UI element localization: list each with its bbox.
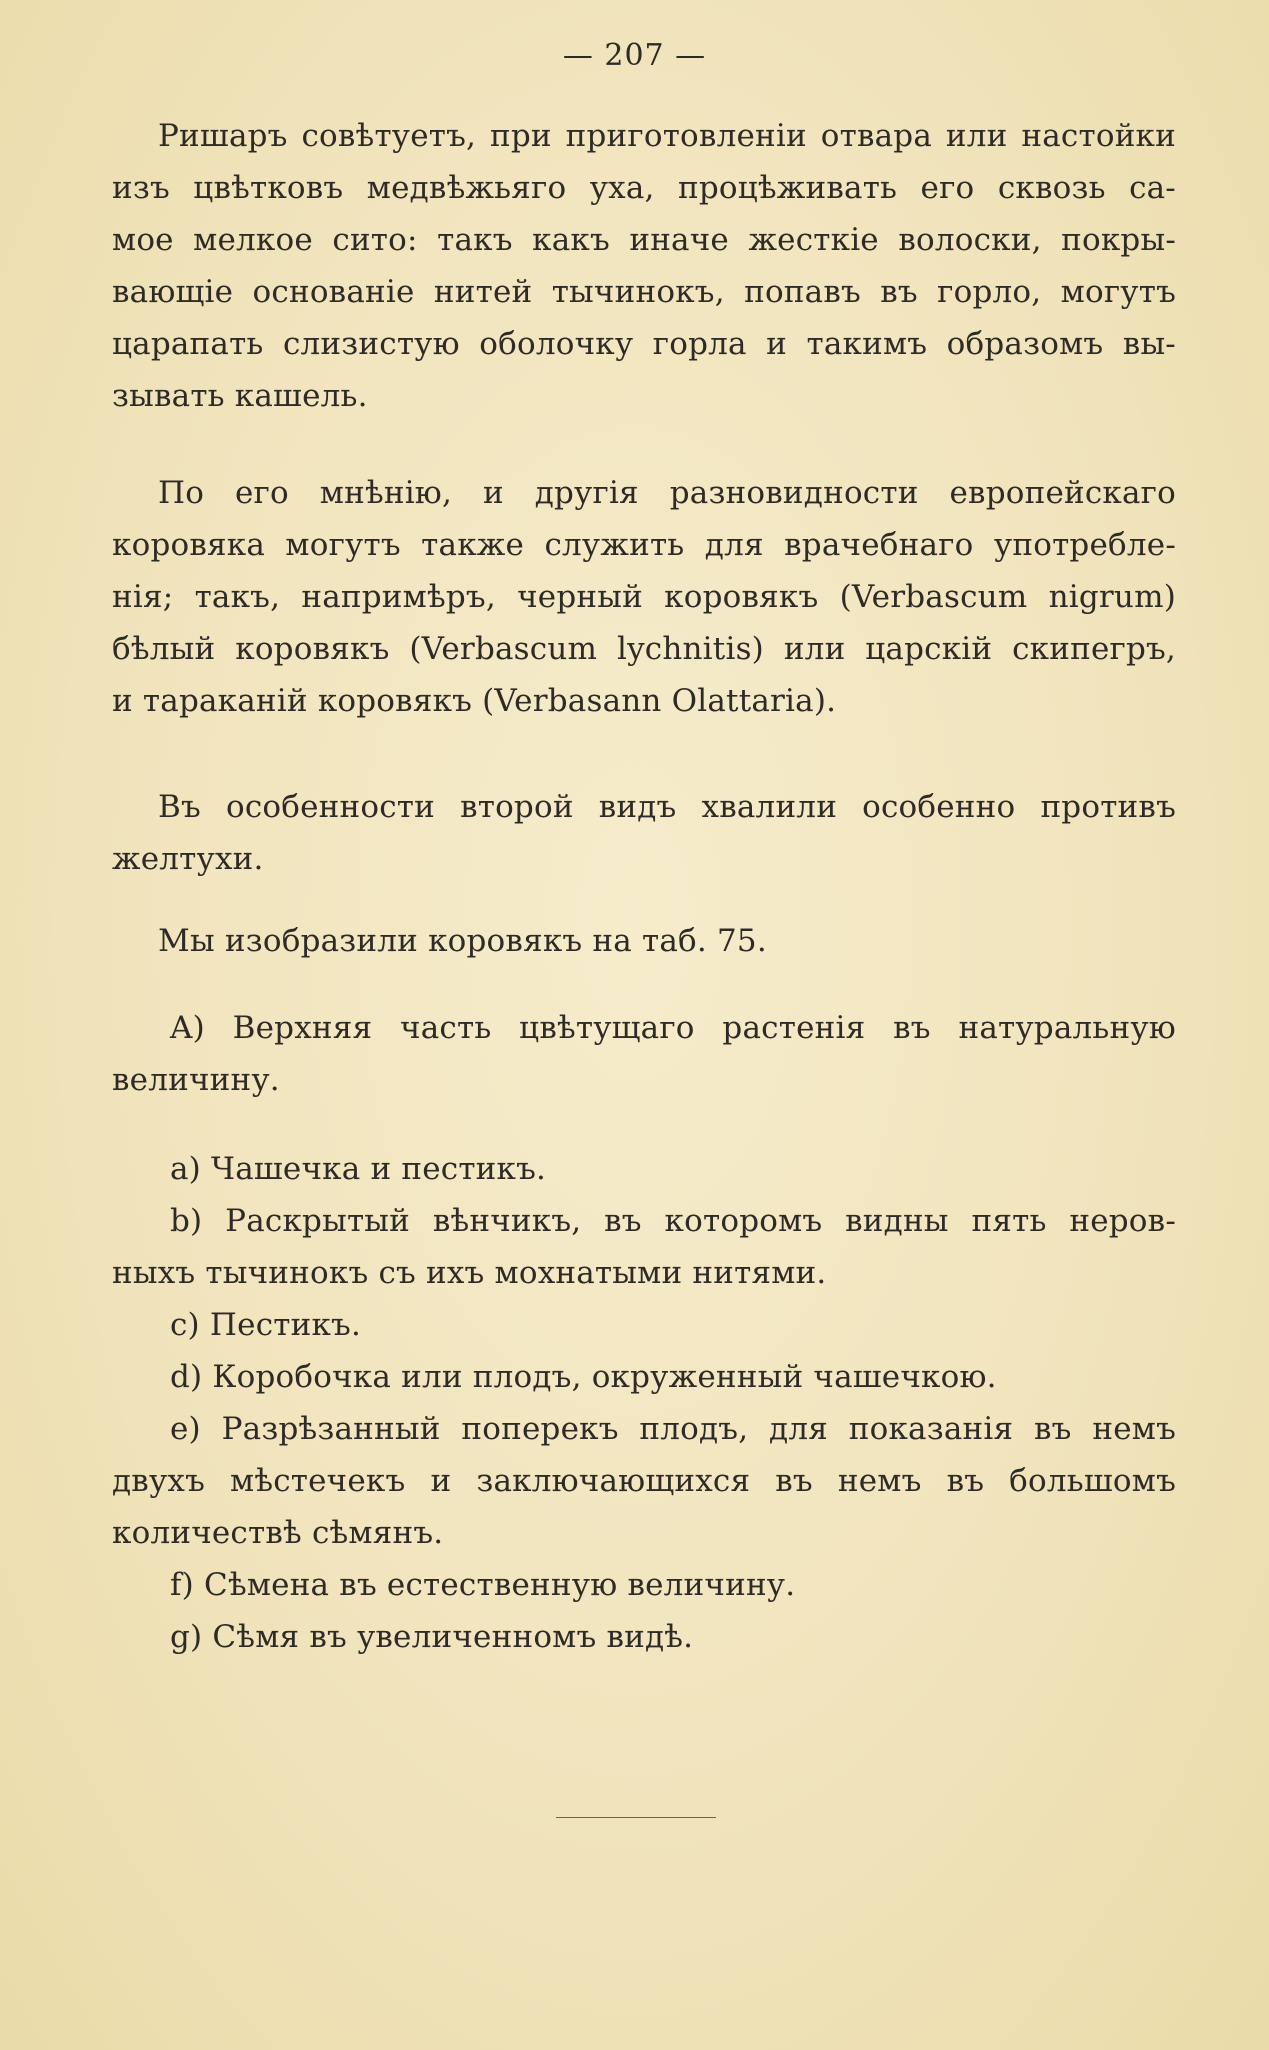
- text-line: A) Верхняя часть цвѣтущаго растенія въ натуральную: [170, 1010, 1176, 1046]
- legend-item: a) Чашечка и пестикъ.: [170, 1151, 547, 1187]
- paragraph-table-reference: [112, 915, 1176, 967]
- legend-item: d) Коробочка или плодъ, окруженный чашечкою.: [170, 1359, 997, 1395]
- text-line: величину.: [112, 1062, 280, 1098]
- text-line: Въ особенности второй видъ хвалили особенно противъ: [158, 789, 1176, 825]
- legend-item: e) Разрѣзанный поперекъ плодъ, для показанія въ немъ: [170, 1411, 1176, 1447]
- text-line: мое мелкое сито: такъ какъ иначе жесткіе волоски, покры-: [112, 222, 1176, 258]
- text-line: количествѣ сѣмянъ.: [112, 1515, 444, 1551]
- text-line: Мы изобразили коровякъ на таб. 75.: [158, 923, 767, 959]
- text-line: бѣлый коровякъ (Verbascum lychnitis) или царскій скипегръ,: [112, 631, 1176, 667]
- text-line: коровяка могутъ также служить для врачебнаго употребле-: [112, 527, 1176, 563]
- page-number: — 207 —: [562, 38, 707, 73]
- paragraph-richard-advice: [112, 110, 1176, 422]
- text-line: нія; такъ, напримѣръ, черный коровякъ (Verbascum nigrum): [112, 579, 1176, 615]
- text-line: изъ цвѣтковъ медвѣжьяго уха, процѣживать его сквозь са-: [112, 170, 1176, 206]
- text-line: ныхъ тычинокъ съ ихъ мохнатыми нитями.: [112, 1255, 827, 1291]
- paragraph-second-species: [112, 781, 1176, 885]
- text-line: двухъ мѣстечекъ и заключающихся въ немъ въ большомъ: [112, 1463, 1176, 1499]
- text-line: вающіе основаніе нитей тычинокъ, попавъ въ горло, могутъ: [112, 274, 1176, 310]
- text-line: желтухи.: [112, 841, 264, 877]
- closing-rule: [556, 1817, 716, 1818]
- text-line: царапать слизистую оболочку горла и такимъ образомъ вы-: [112, 326, 1176, 362]
- paragraph-other-varieties: [112, 467, 1176, 727]
- paragraph-figure-a: [112, 1002, 1176, 1106]
- figure-legend-list: [112, 1143, 1176, 1663]
- legend-item: c) Пестикъ.: [170, 1307, 362, 1343]
- text-line: зывать кашель.: [112, 378, 368, 414]
- legend-item: f) Сѣмена въ естественную величину.: [170, 1567, 796, 1603]
- text-line: По его мнѣнію, и другія разновидности европейскаго: [158, 475, 1176, 511]
- text-line: Ришаръ совѣтуетъ, при приготовленіи отвара или настойки: [158, 118, 1176, 154]
- legend-item: b) Раскрытый вѣнчикъ, въ которомъ видны пять неров-: [170, 1203, 1176, 1239]
- legend-item: g) Сѣмя въ увеличенномъ видѣ.: [170, 1619, 694, 1655]
- text-line: и тараканій коровякъ (Verbasann Olattaria).: [112, 683, 837, 719]
